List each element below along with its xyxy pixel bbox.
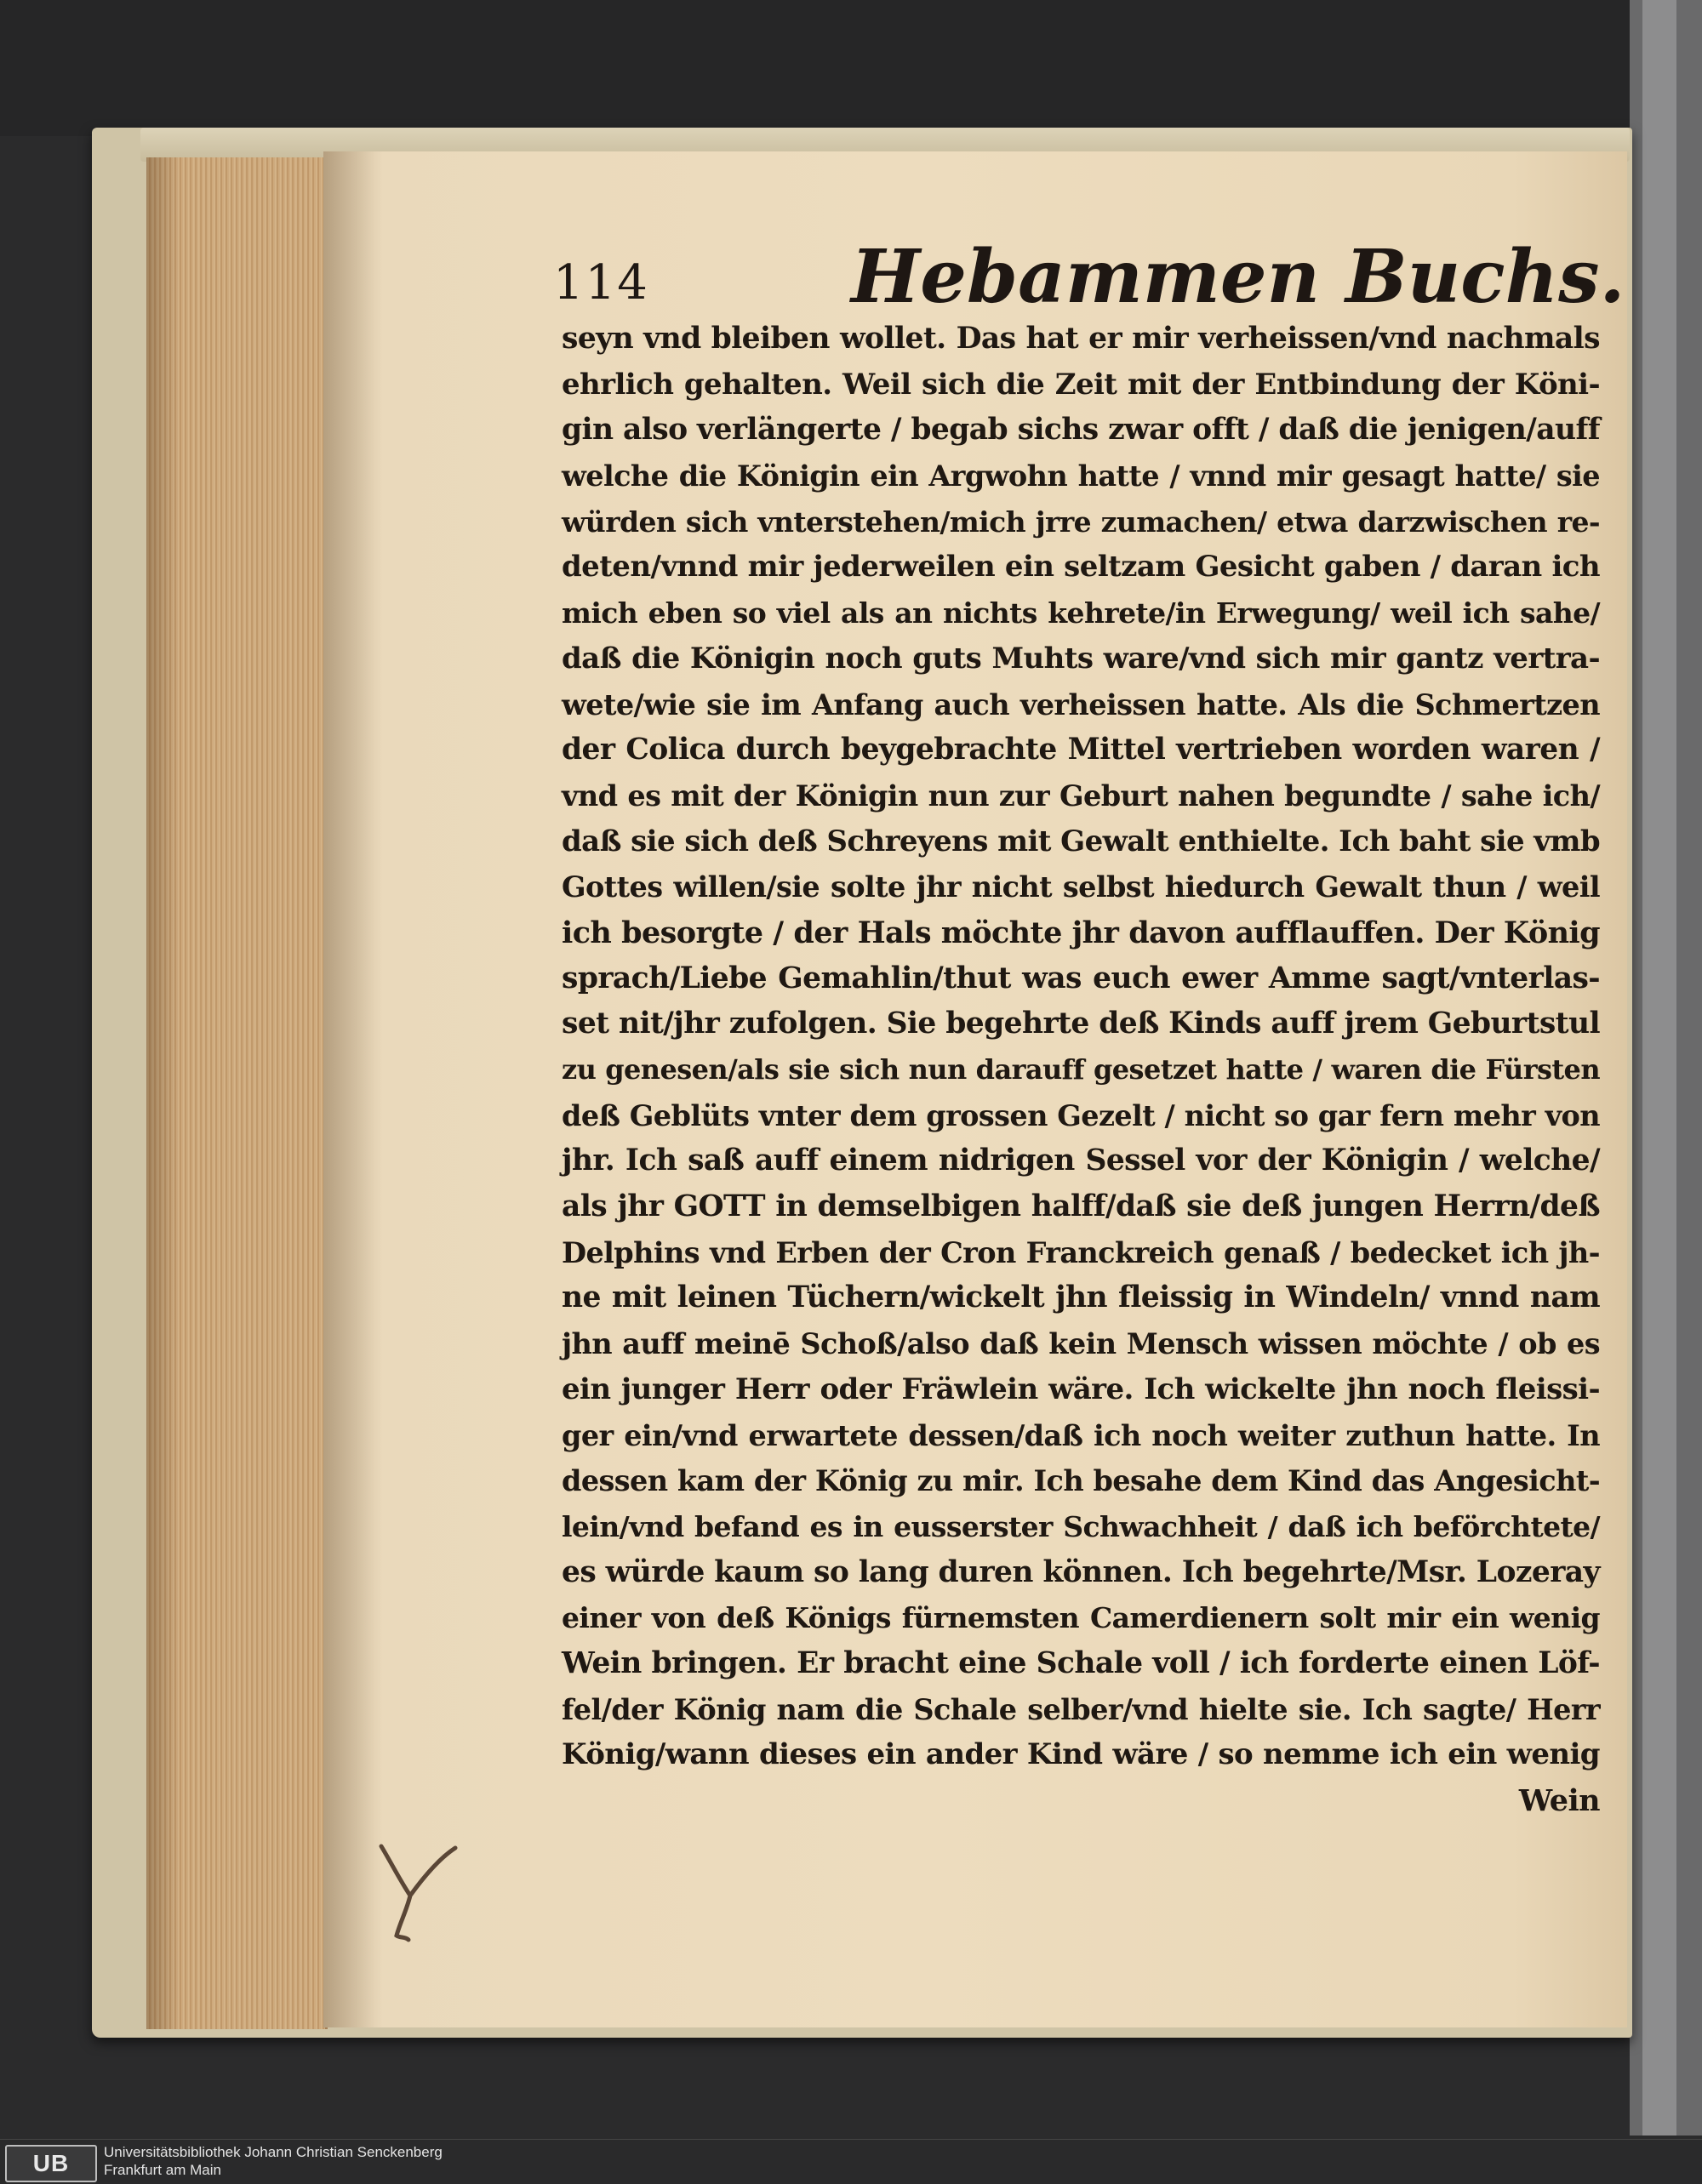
text-line: deß Geblüts vnter dem grossen Gezelt / nicht so gar fern mehr von [562, 1098, 1600, 1132]
text-line: Wein [1518, 1783, 1600, 1818]
text-line: lein/vnd befand es in eusserster Schwachheit / daß ich beförchtete/ [562, 1509, 1600, 1543]
library-logo: UB [5, 2145, 97, 2182]
text-line: Gottes willen/sie solte jhr nicht selbst hiedurch Gewalt thun / weil [562, 870, 1600, 904]
text-line: jhn auff meinē Schoß/also daß kein Mensch wissen möchte / ob es [562, 1327, 1600, 1361]
text-line: deten/vnnd mir jederweilen ein seltzam Gesicht gaben / daran ich [562, 550, 1600, 584]
footer-library-city: Frankfurt am Main [104, 2162, 221, 2178]
text-line: ich besorgte / der Hals möchte jhr davon aufflauffen. Der König [562, 915, 1600, 950]
text-line: der Colica durch beygebrachte Mittel vertrieben worden waren / [562, 733, 1600, 767]
text-line: zu genesen/als sie sich nun darauff gesetzet hatte / waren die Fürsten [562, 1053, 1600, 1086]
text-line: welche die Königin ein Argwohn hatte / vnnd mir gesagt hatte/ sie [562, 459, 1600, 493]
text-line: set nit/jhr zufolgen. Sie begehrte deß Kinds auff jrem Geburtstul [562, 1006, 1600, 1041]
text-line: mich eben so viel als an nichts kehrete/in Erwegung/ weil ich sahe/ [562, 596, 1600, 630]
text-line: ger ein/vnd erwartete dessen/daß ich noch weiter zuthun hatte. In [562, 1418, 1600, 1452]
text-line: wete/wie sie im Anfang auch verheissen hatte. Als die Schmertzen [562, 687, 1600, 721]
text-line: daß sie sich deß Schreyens mit Gewalt enthielte. Ich baht sie vmb [562, 824, 1600, 858]
text-line: als jhr GOTT in demselbigen halff/daß sie deß jungen Herrn/deß [562, 1189, 1600, 1224]
text-line: König/wann dieses ein ander Kind wäre / so nemme ich ein wenig [562, 1737, 1600, 1772]
page-number: 114 [553, 255, 649, 311]
text-line: einer von deß Königs fürnemsten Camerdienern solt mir ein wenig [562, 1601, 1600, 1635]
text-line: Wein bringen. Er bracht eine Schale voll / ich forderte einen Löf- [562, 1645, 1600, 1680]
text-line: fel/der König nam die Schale selber/vnd hielte sie. Ich sagte/ Herr [562, 1692, 1600, 1726]
text-line: ein junger Herr oder Fräwlein wäre. Ich wickelte jhn noch fleissi- [562, 1371, 1600, 1406]
text-line: sprach/Liebe Gemahlin/thut was euch ewer Amme sagt/vnterlas- [562, 961, 1600, 995]
text-line: ehrlich gehalten. Weil sich die Zeit mit der Entbindung der Köni- [562, 367, 1600, 402]
text-line: vnd es mit der Königin nun zur Geburt nahen begundte / sahe ich/ [562, 778, 1600, 813]
text-line: seyn vnd bleiben wollet. Das hat er mir verheissen/vnd nachmals [562, 322, 1600, 356]
footer-bar [0, 2139, 1702, 2184]
text-line: es würde kaum so lang duren können. Ich begehrte/Msr. Lozeray [562, 1554, 1600, 1589]
text-line: jhr. Ich saß auff einem nidrigen Sessel vor der Königin / welche/ [562, 1143, 1600, 1178]
pencil-mark [374, 1829, 468, 1957]
page-block-shadow [146, 157, 180, 2029]
text-line: würden sich vnterstehen/mich jrre zumachen/ etwa darzwischen re- [562, 505, 1600, 539]
background-right-edge [1642, 0, 1676, 2136]
page-gutter-shadow [323, 151, 383, 2027]
text-line: dessen kam der König zu mir. Ich besahe dem Kind das Angesicht- [562, 1464, 1600, 1498]
body-text [562, 316, 1600, 1824]
text-line: ne mit leinen Tüchern/wickelt jhn fleissig in Windeln/ vnnd nam [562, 1280, 1600, 1315]
background-top [0, 0, 1702, 136]
text-line: daß die Königin noch guts Muhts ware/vnd sich mir gantz vertra- [562, 641, 1600, 676]
text-line: Delphins vnd Erben der Cron Franckreich genaß / bedecket ich jh- [562, 1235, 1600, 1269]
footer-library-name: Universitätsbibliothek Johann Christian Senckenberg [104, 2144, 443, 2160]
text-line: gin also verlängerte / begab sichs zwar offt / daß die jenigen/auff [562, 413, 1600, 448]
running-title: Hebammen Buchs. [851, 234, 1625, 320]
